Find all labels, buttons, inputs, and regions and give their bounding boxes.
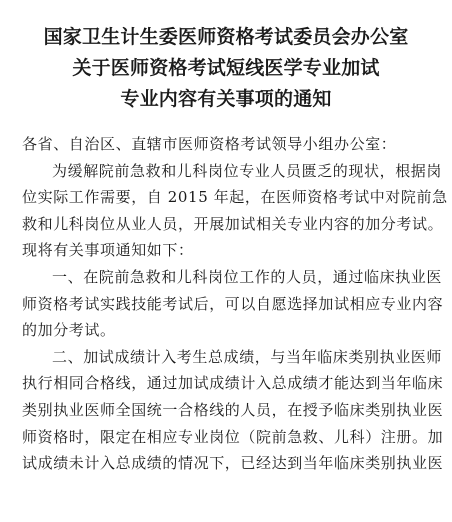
paragraph-1-line-4: 现将有关事项通知如下： [22,241,194,260]
paragraph-3-line-3: 类别执业医师全国统一合格线的人员，在授予临床类别执业医 [22,400,444,419]
paragraph-1-line-3: 救和儿科岗位从业人员，开展加试相关专业内容的加分考试。 [22,214,444,233]
title-line-3: 专业内容有关事项的通知 [120,88,332,110]
document-title [0,22,452,115]
paragraph-3-line-4: 师资格时，限定在相应专业岗位（院前急救、儿科）注册。加 [22,427,444,446]
title-line-1: 国家卫生计生委医师资格考试委员会办公室 [43,26,409,48]
paragraph-1-line-2: 位实际工作需要，自 2015 年起，在医师资格考试中对院前急 [22,188,448,207]
paragraph-3-line-1: 二、加试成绩计入考生总成绩，与当年临床类别执业医师 [52,347,443,366]
paragraph-1-line-1: 为缓解院前急救和儿科岗位专业人员匮乏的现状，根据岗 [52,161,443,180]
paragraph-3-line-5: 试成绩未计入总成绩的情况下，已经达到当年临床类别执业医 [22,454,444,473]
paragraph-3-line-2: 执行相同合格线，通过加试成绩计入总成绩才能达到当年临床 [22,374,444,393]
title-line-2: 关于医师资格考试短线医学专业加试 [72,57,380,79]
paragraph-2-line-3: 的加分考试。 [22,321,116,340]
paragraph-2-line-1: 一、在院前急救和儿科岗位工作的人员，通过临床执业医 [52,267,443,286]
document-body [22,131,448,477]
paragraph-2-line-2: 师资格考试实践技能考试后，可以自愿选择加试相应专业内容 [22,294,444,313]
salutation: 各省、自治区、直辖市医师资格考试领导小组办公室： [22,135,397,153]
